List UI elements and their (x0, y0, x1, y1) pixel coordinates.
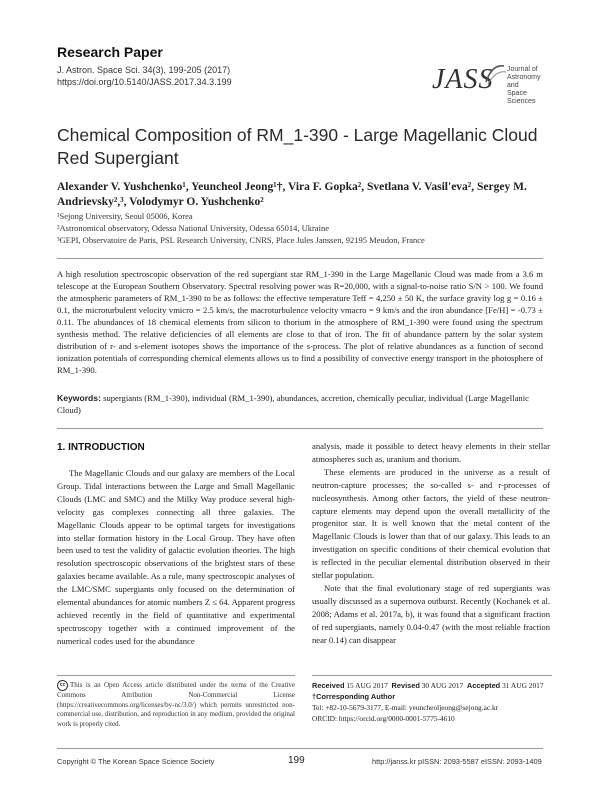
journal-issn[interactable]: http://janss.kr pISSN: 2093-5587 eISSN: 2093-1409 (372, 757, 542, 766)
paragraph: analysis, made it possible to detect heavy elements in their stellar atmospheres such as, uranium and thorium. (312, 441, 550, 464)
cc-icon: cc (57, 680, 68, 691)
journal-citation (57, 64, 232, 88)
logo-subtitle-line: Astronomy and (507, 74, 541, 89)
page-number: 199 (288, 755, 305, 766)
affiliation-item: ²Astronomical observatory, Odessa National University, Odessa 65014, Ukraine (57, 223, 329, 233)
abstract: A high resolution spectroscopic observation of the red supergiant star RM_1-390 in the Large Magellanic Cloud was made from a 3.6 m telescope at the European Southern Observatory. Spectral resolving power was R=20,000, with a signal-to-noise ratio S/N > 100. We found the atmospheric parameters of RM_1-390 to be as follows: the effective temperature Teff = 4,250 ± 50 K, the surface gravity log g = 0.16 ± 0.1, the microturbulent velocity vmicro = 2.5 km/s, the macroturbulence velocity vmacro = 9 km/s and the iron abundance [Fe/H] = -0.73 ± 0.11. The abundances of 18 chemical elements from silicon to thorium in the atmosphere of RM_1-390 were found using the spectrum synthesis method. The relative deficiencies of all elements are close to that of iron. The fit of abundance pattern by the solar system distribution of r- and s-element isotopes shows the importance of the s-process. The plot of relative abundances as a function of second ionization potentials of corresponding chemical elements allows us to find a possibility of convective energy transport in the photosphere of RM_1-390. (57, 269, 543, 375)
contact-info[interactable]: Tel: +82-10-5679-3177, E-mail: yeuncheoljeong@sejong.ac.kr (312, 703, 499, 712)
divider (312, 675, 552, 676)
paragraph: The Magellanic Clouds and our galaxy are members of the Local Group. Tidal interactions between the Large and Small Magellanic Clouds (LMC and SMC) and the Milky Way produce several high-velocity gas complexes connecting all three galaxies. The Magellanic Clouds appear to be optimal targets for investigations into stellar formation history in the Local Group. They have often been used to test the validity of galactic evolution theories. The high resolution spectroscopic observations of the brightest stars of these galaxies became available. As a rule, many spectroscopic analyses of the LMC/SMC supergiants only focused on the determination of elemental abundances for atomic numbers Z ≤ 64. Apparent progress achieved recently in the field of quantitative and experimental spectroscopy together with a continued improvement of the numerical codes used for the abundance (57, 468, 295, 646)
body-column-left (57, 467, 295, 648)
logo-text: JASS (432, 64, 494, 95)
keywords (57, 392, 543, 416)
logo-swirl-icon (482, 62, 508, 88)
affiliations (57, 210, 577, 246)
received-date: 15 AUG 2017 (346, 681, 388, 690)
license-text: This is an Open Access article distributed under the terms of the Creative Commons Attribution Non-Commercial License (https://creativecommons.org/licenses/by-nc/3.0/) which permits unrestricted non-commercial use, distribution, and reproduction in any medium, provided the original work is properly cited. (57, 681, 295, 728)
body-column-right (312, 440, 550, 647)
divider (57, 258, 543, 259)
accepted-date: 31 AUG 2017 (502, 681, 544, 690)
divider (57, 675, 295, 676)
revised-label: Revised (391, 681, 420, 690)
accepted-label: Accepted (466, 681, 501, 690)
author-list: Alexander V. Yushchenko¹, Yeuncheol Jeong¹†, Vira F. Gopka², Svetlana V. Vasil'eva², Sergey M. Andrievsky²,³, Volodymyr O. Yushchenko² (57, 181, 527, 208)
affiliation-item: ³GEPI, Observatoire de Paris, PSL Research University, CNRS, Place Jules Janssen, 92195 Meudon, France (57, 235, 425, 245)
logo-subtitle-line: Journal of (507, 66, 538, 73)
paper-title: Chemical Composition of RM_1-390 - Large Magellanic Cloud Red Supergiant (57, 125, 538, 168)
dates-line (312, 680, 552, 691)
article-history (312, 680, 552, 724)
divider (57, 428, 543, 429)
doi-link[interactable]: https://doi.org/10.5140/JASS.2017.34.3.199 (57, 77, 232, 87)
paragraph: Note that the final evolutionary stage of red supergiants was usually discussed as a supernova outburst. Recently (Kochanek et al. 2008; Adams et al. 2017a, b), it was found that a significant fraction of red supergiants, namely 0.04-0.47 (with the most reliable fraction near 0.14) can disappear (312, 582, 550, 645)
keywords-label: Keywords: (57, 393, 101, 403)
orcid-link[interactable]: ORCID: https://orcid.org/0000-0001-5775-4610 (312, 714, 455, 723)
copyright-notice: Copyright © The Korean Space Science Society (57, 757, 215, 766)
journal-logo (432, 62, 552, 105)
paragraph: These elements are produced in the universe as a result of neutron-capture processes; the so-called s- and r-processes of nucleosynthesis. Among other factors, the yield of these neutron-capture elements may depend upon the overall metallicity of the progenitor star. It is well known that the metal content of the Magellanic Clouds is lower than that of our galaxy. This leads to an investigation on specific conditions of their chemical evolution that is reflected in the peculiar elemental distribution observed in their stellar population. (312, 466, 550, 581)
section-heading: 1. INTRODUCTION (57, 442, 145, 453)
affiliation-item: ¹Sejong University, Seoul 05006, Korea (57, 211, 193, 221)
license-notice (57, 680, 295, 729)
logo-subtitle (507, 66, 552, 106)
logo-subtitle-line: Space Sciences (507, 90, 536, 105)
article-type-label: Research Paper (57, 44, 163, 60)
citation-line: J. Astron. Space Sci. 34(3), 199-205 (2017) (57, 65, 231, 75)
keywords-text: supergiants (RM_1-390), individual (RM_1-390), abundances, accretion, chemically peculiar, individual (Large Magellanic Cloud) (57, 393, 529, 415)
received-label: Received (312, 681, 345, 690)
divider (57, 748, 543, 749)
corresponding-author-label: †Corresponding Author (312, 692, 396, 701)
revised-date: 30 AUG 2017 (421, 681, 464, 690)
